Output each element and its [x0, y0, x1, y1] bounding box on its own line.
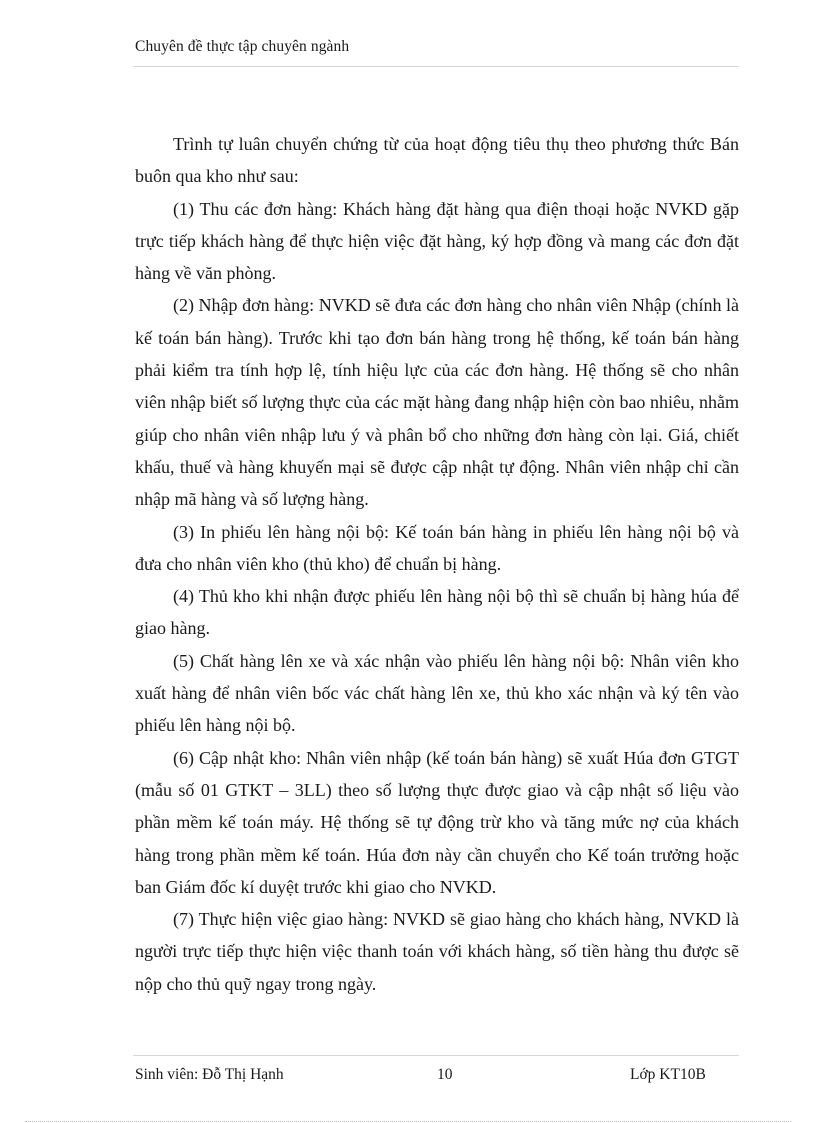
paragraph-step-3: (3) In phiếu lên hàng nội bộ: Kế toán bán hàng in phiếu lên hàng nội bộ và đưa cho nhân viên kho (thủ kho) để chuẩn bị hàng.	[135, 521, 739, 574]
footer-divider	[133, 1055, 739, 1056]
paragraph-step-2: (2) Nhập đơn hàng: NVKD sẽ đưa các đơn hàng cho nhân viên Nhập (chính là kế toán bán hàng). Trước khi tạo đơn bán hàng trong hệ thống, kế toán bán hàng phải kiểm tra tính hợp lệ, tính hiệu lực của các đơn hàng. Hệ thống sẽ cho nhân viên nhập biết số lượng thực của các mặt hàng đang nhập hiện còn bao nhiêu, nhằm giúp cho nhân viên nhập lưu ý và phân bổ cho những đơn hàng còn lại. Giá, chiết khấu, thuế và hàng khuyến mại sẽ được cập nhật tự động. Nhân viên nhập chỉ cần nhập mã hàng và số lượng hàng.	[135, 295, 739, 510]
paragraph-intro: Trình tự luân chuyển chứng từ của hoạt động tiêu thụ theo phương thức Bán buôn qua kho như sau:	[135, 134, 739, 187]
footer-page-number: 10	[437, 1066, 453, 1083]
document-body	[135, 128, 739, 1000]
paragraph-step-6: (6) Cập nhật kho: Nhân viên nhập (kế toán bán hàng) sẽ xuất Húa đơn GTGT (mẫu số 01 GTKT – 3LL) theo số lượng thực được giao và cập nhật số liệu vào phần mềm kế toán máy. Hệ thống sẽ tự động trừ kho và tăng mức nợ của khách hàng trong phần mềm kế toán. Húa đơn này cần chuyển cho Kế toán trưởng hoặc ban Giám đốc kí duyệt trước khi giao cho NVKD.	[135, 747, 739, 897]
page-bottom-edge	[25, 1121, 791, 1122]
paragraph-step-4: (4) Thủ kho khi nhận được phiếu lên hàng nội bộ thì sẽ chuẩn bị hàng húa để giao hàng.	[135, 586, 739, 639]
footer-student-name: Sinh viên: Đỗ Thị Hạnh	[135, 1066, 284, 1083]
paragraph-step-7: (7) Thực hiện việc giao hàng: NVKD sẽ giao hàng cho khách hàng, NVKD là người trực tiếp thực hiện việc thanh toán với khách hàng, số tiền hàng thu được sẽ nộp cho thủ quỹ ngay trong ngày.	[135, 909, 739, 994]
running-header: Chuyên đề thực tập chuyên ngành	[135, 38, 350, 55]
header-divider	[133, 66, 739, 67]
footer-class: Lớp KT10B	[630, 1066, 706, 1083]
paragraph-step-1: (1) Thu các đơn hàng: Khách hàng đặt hàng qua điện thoại hoặc NVKD gặp trực tiếp khách hàng để thực hiện việc đặt hàng, ký hợp đồng và mang các đơn đặt hàng về văn phòng.	[135, 198, 739, 284]
paragraph-step-5: (5) Chất hàng lên xe và xác nhận vào phiếu lên hàng nội bộ: Nhân viên kho xuất hàng để nhân viên bốc vác chất hàng lên xe, thủ kho xác nhận và ký tên vào phiếu lên hàng nội bộ.	[135, 650, 739, 736]
